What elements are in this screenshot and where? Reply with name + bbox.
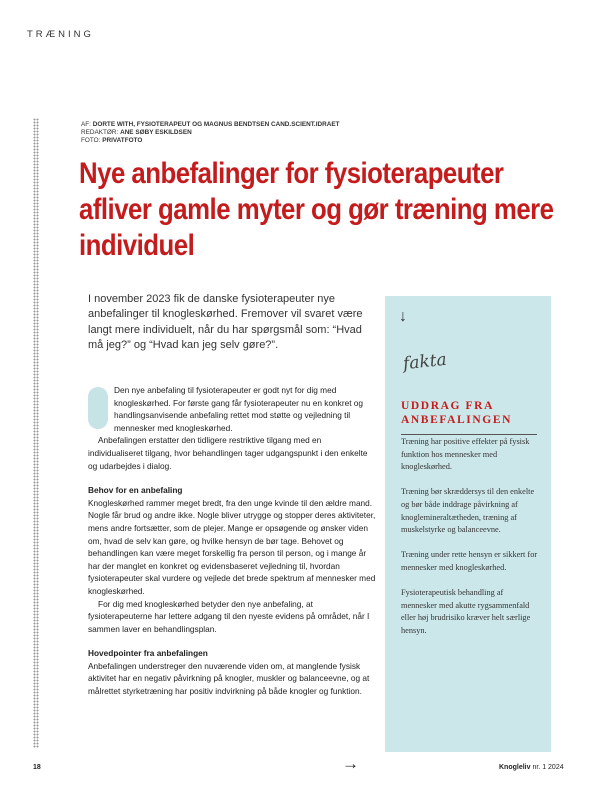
author-line: AF: DORTE WITH, FYSIOTERAPEUT OG MAGNUS BENDTSEN CAND.SCIENT.IDRAET [81, 121, 340, 128]
magazine-footer [499, 764, 564, 771]
section-label: TRÆNING [27, 29, 94, 40]
editor-line: REDAKTØR: ANE SØBY ESKILDSEN [81, 129, 192, 137]
body-paragraph-3: Knogleskørhed rammer meget bredt, fra den unge kvinde til den ældre mand. Nogle får brud og andre ikke. Nogle bliver utrygge og stopper deres aktiviteter, mens andre fortsætter, som de plejer. Mange er opsøgende og ønsker viden om, hvad de selv kan gøre, og hvilke hensyn de bør tage. Behovet og behandlingen kan være meget forskellig fra person til person, og i mange år har der manglet en konkret og evidensbaseret vejledning til, hvordan fysioterapeuter skal vurdere og vejlede det brede spektrum af mennesker med knogleskørhed. [88, 497, 376, 596]
body-paragraph-1: Den nye anbefaling til fysioterapeuter er godt nyt for dig med knogleskørhed. For første gang får fysioterapeuter nu en konkret og handlingsanvisende anbefaling rettet mod støtte og vejledning til mennesker med knogleskørhed. [114, 385, 364, 433]
next-page-arrow-icon[interactable]: → [342, 754, 359, 773]
body-paragraph-2: Anbefalingen erstatter den tidligere restriktive tilgang med en individualiseret tilgang, hvor behandlingen tager udgangspunkt i den enkelte og udarbejdes i dialog. [88, 435, 368, 471]
subheading-key-points: Hovedpointer fra anbefalingen [88, 648, 208, 659]
fakta-item: Fysioterapeutisk behandling af mennesker med akutte rygsammenfald eller høj brudrisiko kræver helt særlige hensyn. [401, 588, 531, 635]
fakta-list [401, 436, 541, 650]
body-paragraph-4: For dig med knogleskørhed betyder den nye anbefaling, at fysioterapeuterne har lettere adgang til den nyeste evidens på området, når I sammen laver en behandlingsplan. [88, 598, 370, 634]
fakta-label: fakta [402, 349, 448, 375]
fakta-title: UDDRAG FRA ANBEFALINGEN [401, 400, 512, 426]
fakta-divider [401, 434, 537, 435]
fakta-item: Træning har positive effekter på fysisk funktion hos mennesker med knogleskørhed. [401, 437, 530, 472]
issue-label: nr. 1 2024 [532, 764, 564, 771]
dotted-divider [33, 118, 39, 748]
subheading-need: Behov for en anbefaling [88, 485, 183, 496]
article-body [88, 384, 376, 698]
article-credits [81, 121, 340, 146]
fakta-item: Træning bør skræddersys til den enkelte og bør både inddrage påvirkning af knoglemineraltætheden, træning af muskelstyrke og balanceevne. [401, 487, 535, 535]
page-number: 18 [33, 764, 41, 771]
article-lede: I november 2023 fik de danske fysioterapeuter nye anbefalinger til knogleskørhed. Fremover vil svaret være langt mere individuelt, når du har spørgsmål som: “Hvad må jeg?” og “Hvad kan jeg selv gøre?”. [88, 293, 363, 352]
magazine-name: Knogleliv [499, 764, 531, 771]
body-paragraph-5: Anbefalingen understreger den nuværende viden om, at manglende fysisk aktivitet har en negativ påvirkning på knogler, muskler og balanceevne, og at målrettet styrketræning har positiv indvirkning på både knogler og funktion. [88, 660, 370, 697]
page-title: Nye anbefalinger for fysioterapeuter afliver gamle myter og gør træning mere individuel [79, 157, 554, 262]
fakta-box [385, 296, 551, 752]
dropcap-decoration [88, 387, 108, 429]
fakta-item: Træning under rette hensyn er sikkert for mennesker med knogleskørhed. [401, 550, 538, 572]
photo-line: FOTO: PRIVATFOTO [81, 137, 143, 145]
arrow-down-icon: ↓ [399, 308, 407, 325]
